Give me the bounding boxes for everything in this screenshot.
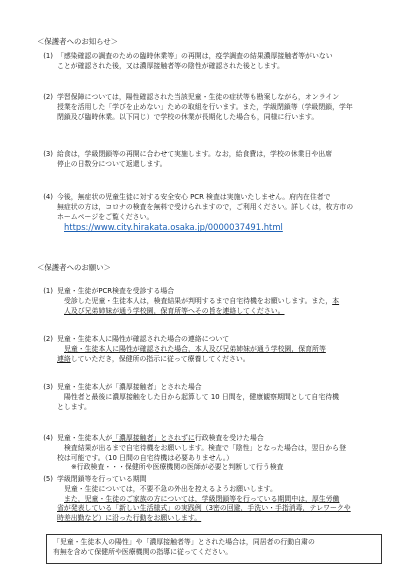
request-item-2	[37, 335, 389, 364]
item-text-line: 今後，無症状の児童生徒に対する安全安心 PCR 検査は実施いたしません。府内在住者で	[57, 193, 331, 201]
notice-item-3	[37, 150, 389, 170]
boxed-notice	[46, 534, 382, 564]
item-title: 児童・生徒本人に陽性が確認された場合の連絡について	[57, 335, 230, 343]
request-item-3	[37, 383, 389, 412]
request-item-4	[37, 434, 389, 473]
item-title: 児童・生徒本人が	[57, 434, 113, 442]
item-text-underlined: 省が発表している「新しい生活様式」の実践例（3密の回避，手洗い・手指消毒，テレワークや	[57, 504, 351, 513]
item-title: 児童・生徒本人が「濃厚接触者」とされた場合	[57, 383, 202, 391]
item-text-line: 学習保障については，陽性確認された当該児童・生徒の症状等も勘案しながら，オンライン	[57, 93, 340, 101]
item-text-underlined: 本	[332, 296, 340, 305]
item-text-underlined: 人及び兄弟姉妹が通う学校園，保育所等へその旨を連絡してください。	[64, 306, 285, 315]
item-number: (3)	[43, 150, 53, 158]
item-number: (4)	[43, 434, 53, 442]
item-text-line: 児童・生徒については，不要不急の外出を控えるようお願いします。	[64, 484, 277, 493]
notice-text-line: 有無を含めて保健所や医療機関の指導に従ってください。	[53, 547, 233, 556]
item-text: していただき，保健所の指示に従って療養してください。	[70, 354, 250, 363]
item-note: ※行政検査・・・保健所や医療機関の医師が必要と判断して行う検査	[71, 463, 284, 472]
notice-item-1	[37, 52, 389, 72]
item-number: (1)	[43, 287, 53, 295]
item-text-line: 停止の日数分について返還します。	[57, 159, 167, 168]
item-text-line: ことが確認された後，又は濃厚接触者等の陰性が確認された後とします。	[57, 61, 284, 70]
notice-text-line: 「児童・生徒本人の陽性」や「濃厚接触者等」とされた場合は，同居者の行動自粛の	[53, 538, 315, 546]
hirakata-city-link[interactable]: https://www.city.hirakata.osaka.jp/0000037491.html	[64, 222, 283, 233]
section-heading-requests: ＜保護者へのお願い＞	[37, 263, 111, 272]
item-title-underlined: 「濃厚接触者」とされずに	[112, 434, 195, 442]
item-text-line: 無症状の方は，コロナの検査を無料で受けられますので，ご利用ください。詳しくは，枚方市の	[57, 202, 354, 211]
item-title: 行政検査を受けた場合	[194, 434, 264, 442]
item-title: 児童・生徒がPCR検査を受診する場合	[57, 287, 175, 295]
notice-item-4	[37, 193, 389, 234]
item-text-line: 陽性者と最後に濃厚接触をした日から起算して 10 日間を，健康観察期間として自宅待機	[64, 392, 339, 401]
item-number: (2)	[43, 93, 53, 101]
item-text-line: 検査結果が出るまで自宅待機をお願いします。検査で「陰性」となった場合は，翌日から登	[64, 443, 346, 452]
item-title: 学級閉鎖等を行っている期間	[57, 475, 147, 483]
item-number: (1)	[43, 52, 53, 60]
notice-item-2	[37, 93, 389, 122]
request-item-1	[37, 287, 389, 316]
item-text-line: 「感染確認の調査のための臨時休業等」の再開は，疫学調査の結果濃厚接触者等がいない	[57, 52, 333, 60]
item-text-underlined: 連絡	[57, 354, 71, 363]
item-number: (4)	[43, 193, 53, 201]
item-text-line: 校は可能です。（10 日間の自宅待機は必要ありません。）	[57, 453, 234, 462]
item-text-underlined: 児童・生徒本人に陽性が確認された場合，本人及び兄弟姉妹が通う学校園，保育所等	[64, 344, 326, 353]
item-text-line: ホームページをご覧ください。	[57, 212, 154, 221]
request-item-5	[37, 475, 389, 524]
item-text-underlined: 時差出勤など）に沿った行動をお願いします。	[57, 514, 202, 523]
item-text-line: とします。	[57, 402, 91, 411]
item-text: 受診した児童・生徒本人は，検査結果が判明するまで自宅待機をお願いします。また，	[64, 296, 333, 305]
item-text-line: 給食は，学級閉鎖等の再開に合わせて実施します。なお，給食費は，学校の休業日や出席	[57, 150, 333, 158]
item-number: (5)	[43, 475, 53, 483]
item-number: (2)	[43, 335, 53, 343]
item-text-line: 授業を活用した「学びを止めない」ための取組を行います。また，学級閉鎖等（学級閉鎖，学年	[57, 102, 353, 111]
item-text-underlined: また，児童・生徒のご家族の方については，学級閉鎖等を行っている期間中は，厚生労働	[64, 494, 340, 503]
item-number: (3)	[43, 383, 53, 391]
section-heading-notice: ＜保護者へのお知らせ＞	[37, 37, 119, 46]
item-text-line: 閉鎖及び臨時休業。以下同じ）で学校の休業が長期化した場合も，同様に行います。	[57, 112, 319, 121]
